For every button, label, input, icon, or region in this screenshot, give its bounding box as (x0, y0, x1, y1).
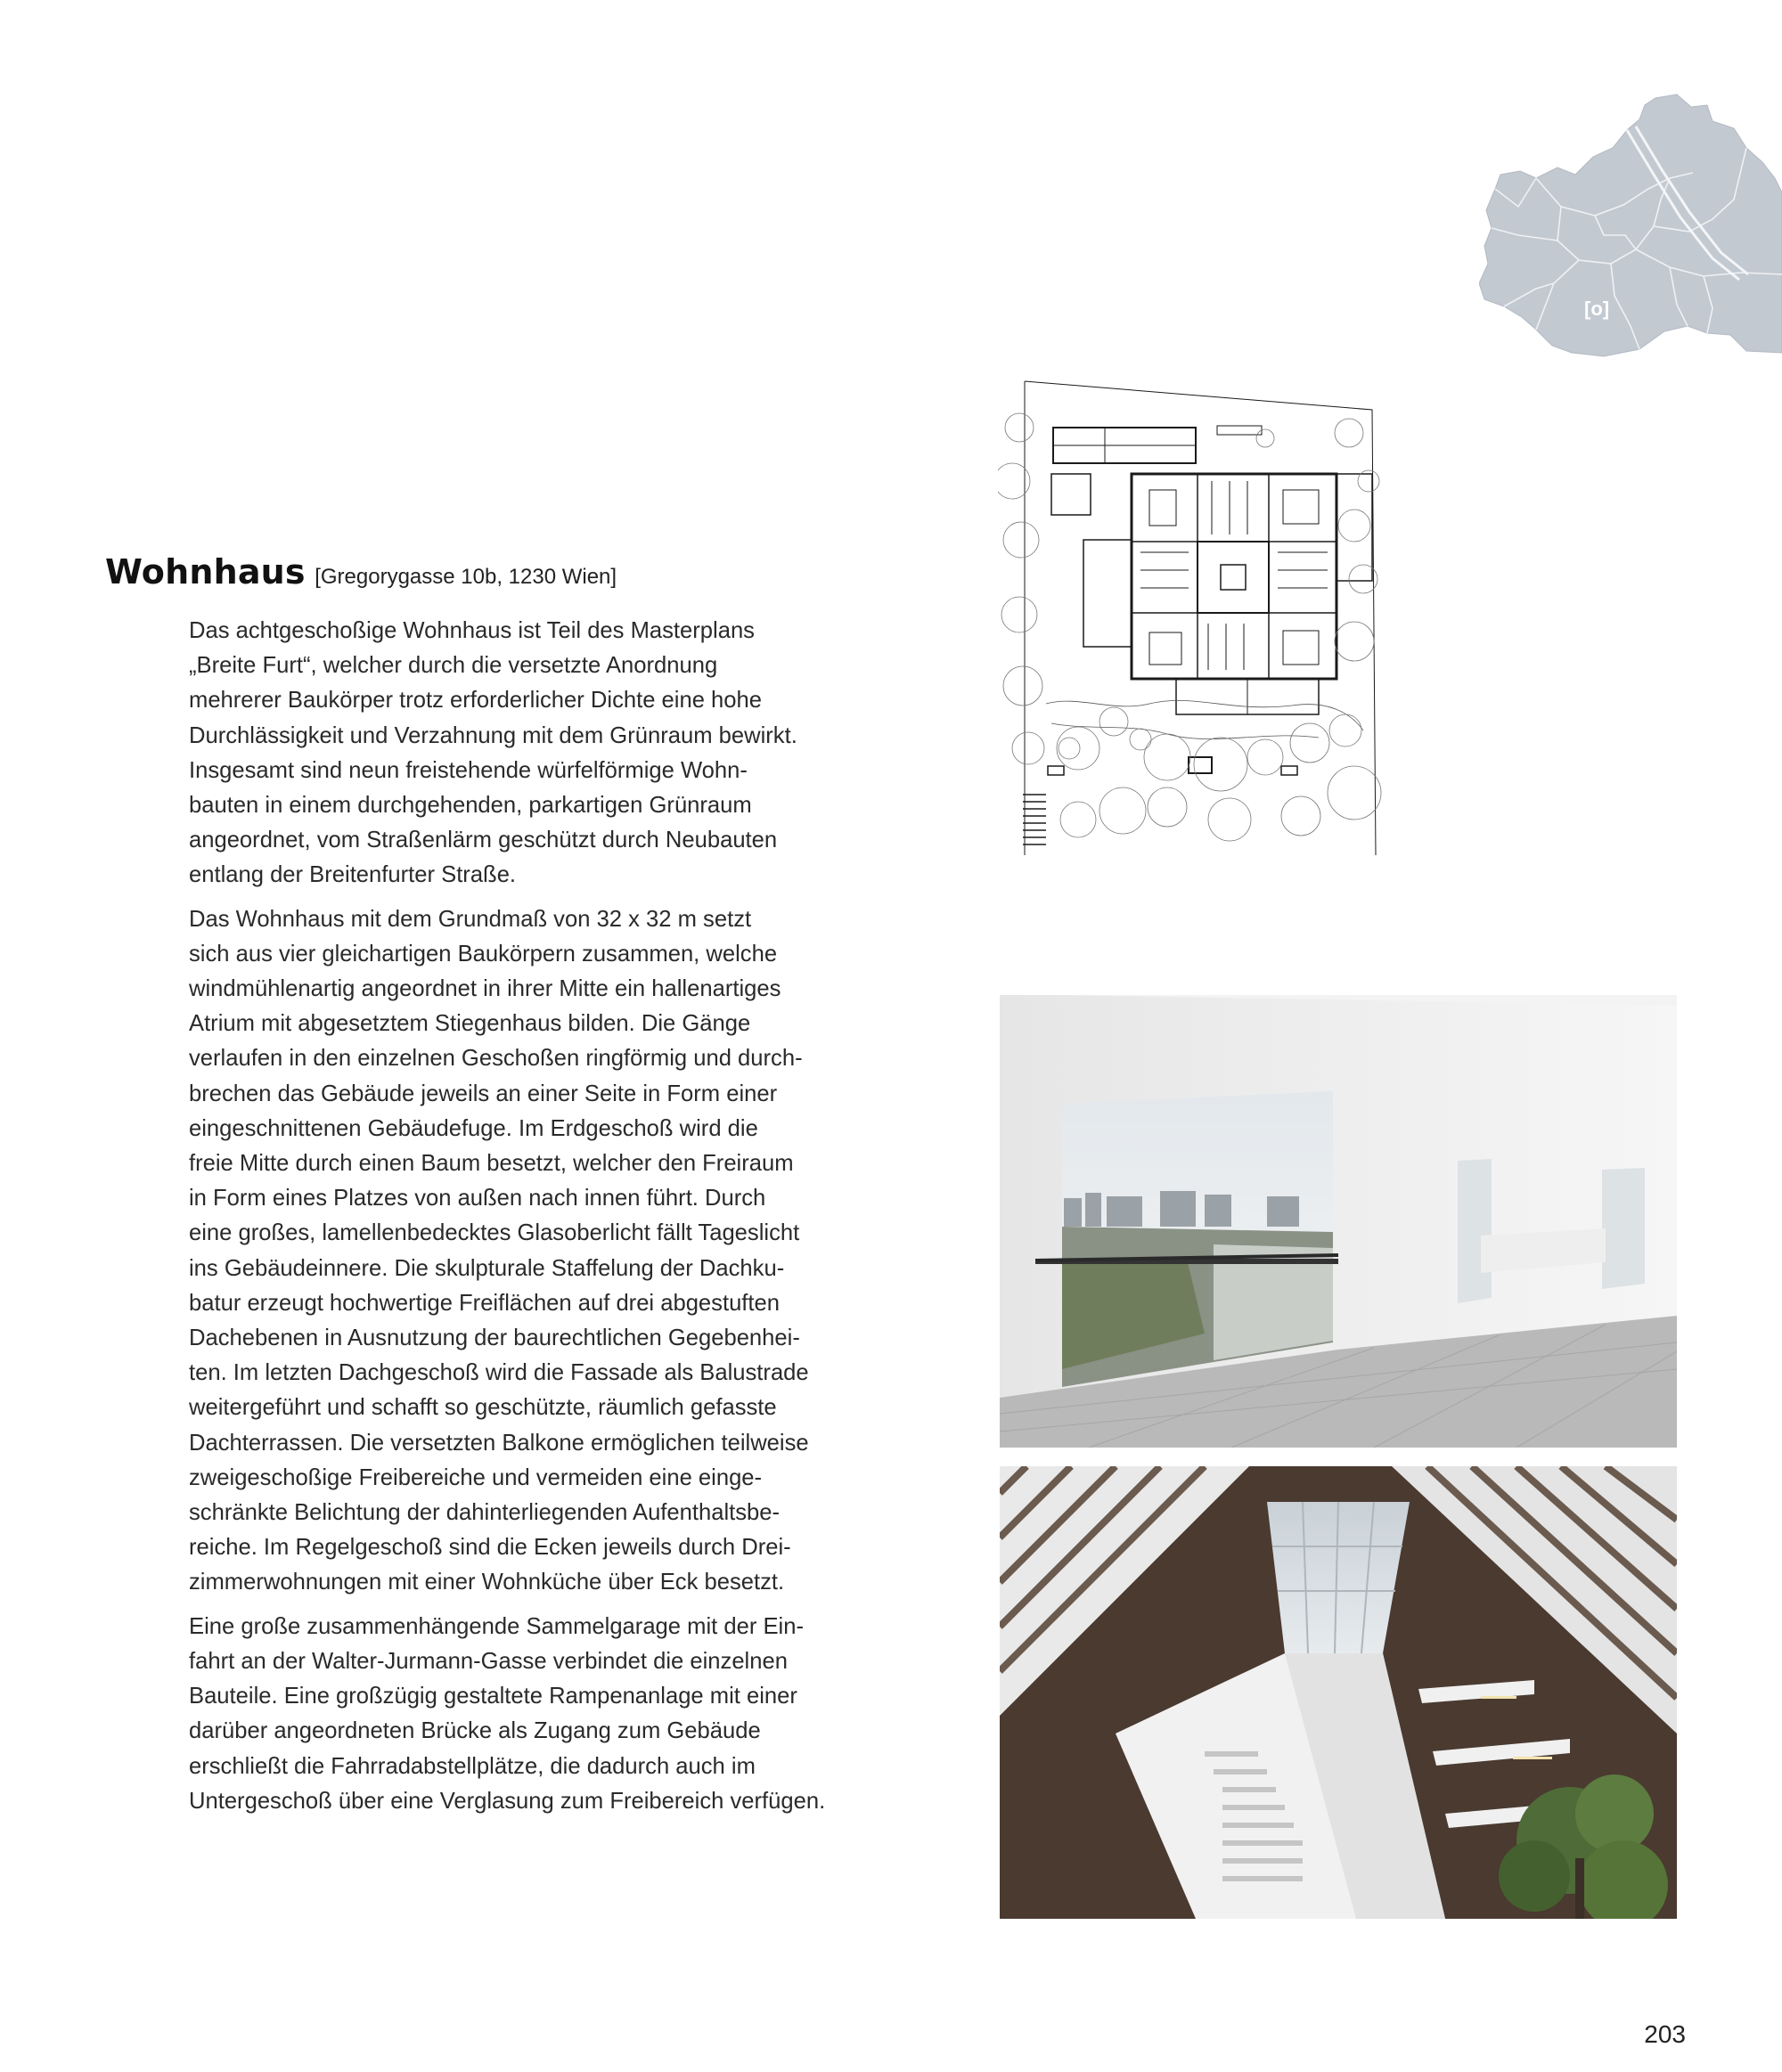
paragraph-3 (189, 1610, 848, 1819)
page-title: Wohnhaus (105, 552, 306, 591)
text-line: Atrium mit abgesetztem Stiegenhaus bilden. Die Gänge (189, 1011, 751, 1037)
text-line: ins Gebäudeinnere. Die skulpturale Staffelung der Dachku- (189, 1255, 785, 1281)
text-line: angeordnet, vom Straßenlärm geschützt durch Neubauten (189, 828, 778, 853)
text-line: sich aus vier gleichartigen Baukörpern zusammen, welche (189, 941, 778, 967)
text-line: Untergeschoß über eine Verglasung zum Freibereich verfügen. (189, 1788, 826, 1814)
title-row (105, 552, 617, 591)
page-number: 203 (1644, 2020, 1686, 2048)
text-line: Eine große zusammenhängende Sammelgarage mit der Ein- (189, 1613, 804, 1639)
text-line: ten. Im letzten Dachgeschoß wird die Fassade als Balustrade (189, 1360, 809, 1386)
text-line: Bauteile. Eine großzügig gestaltete Rampenanlage mit einer (189, 1684, 797, 1709)
text-line: eine großes, lamellenbedecktes Glasoberlicht fällt Tageslicht (189, 1220, 800, 1246)
terrace-photo-graphic (1000, 995, 1677, 1448)
text-line: darüber angeordneten Brücke als Zugang zum Gebäude (189, 1718, 761, 1744)
location-marker: [o] (1584, 298, 1610, 320)
text-line: Insgesamt sind neun freistehende würfelförmige Wohn- (189, 757, 748, 783)
text-line: freie Mitte durch einen Baum besetzt, welcher den Freiraum (189, 1151, 794, 1177)
address: [Gregorygasse 10b, 1230 Wien] (315, 565, 617, 589)
vienna-district-map (1479, 93, 1782, 360)
plan-lines (1023, 381, 1376, 855)
site-plan (998, 374, 1383, 855)
text-line: windmühlenartig angeordnet in ihrer Mitte ein hallenartiges (189, 976, 781, 1002)
text-line: zimmerwohnungen mit einer Wohnküche über Eck besetzt. (189, 1570, 785, 1595)
text-line: verlaufen in den einzelnen Geschoßen ringförmig und durch- (189, 1046, 803, 1072)
text-line: eingeschnittenen Gebäudefuge. Im Erdgeschoß wird die (189, 1115, 758, 1141)
atrium-photo-graphic (1000, 1466, 1677, 1919)
paragraph-2 (189, 902, 848, 1601)
text-line: weitergeführt und schafft so geschützte, räumlich gefasste (189, 1395, 777, 1421)
text-line: reiche. Im Regelgeschoß sind die Ecken jeweils durch Drei- (189, 1535, 791, 1561)
text-line: Dachebenen in Ausnutzung der baurechtlichen Gegebenhei- (189, 1326, 800, 1351)
text-line: in Form eines Platzes von außen nach innen führt. Durch (189, 1186, 766, 1211)
text-line: Das Wohnhaus mit dem Grundmaß von 32 x 32 m setzt (189, 906, 752, 932)
text-line: schränkte Belichtung der dahinterliegenden Aufenthaltsbe- (189, 1500, 781, 1526)
site-plan-drawing (998, 374, 1383, 855)
text-line: fahrt an der Walter-Jurmann-Gasse verbindet die einzelnen (189, 1648, 788, 1674)
text-line: erschließt die Fahrradabstellplätze, die dadurch auch im (189, 1753, 756, 1779)
text-line: Das achtgeschoßige Wohnhaus ist Teil des Masterplans (189, 618, 755, 643)
terrace-photo (1000, 995, 1677, 1448)
text-line: batur erzeugt hochwertige Freiflächen auf drei abgestuften (189, 1290, 781, 1316)
text-line: entlang der Breitenfurter Straße. (189, 862, 517, 888)
text-line: mehrerer Baukörper trotz erforderlicher Dichte eine hohe (189, 688, 762, 714)
paragraph-1 (189, 614, 848, 893)
map-graphic (1479, 93, 1782, 360)
text-line: Durchlässigkeit und Verzahnung mit dem Grünraum bewirkt. (189, 722, 797, 748)
plan-trees (998, 413, 1381, 841)
text-line: Dachterrassen. Die versetzten Balkone ermöglichen teilweise (189, 1430, 809, 1456)
text-line: bauten in einem durchgehenden, parkartigen Grünraum (189, 793, 752, 819)
atrium-photo (1000, 1466, 1677, 1919)
body-text (189, 614, 848, 1828)
text-line: zweigeschoßige Freibereiche und vermeiden eine einge- (189, 1464, 763, 1490)
text-line: brechen das Gebäude jeweils an einer Seite in Form einer (189, 1081, 778, 1106)
text-line: „Breite Furt“, welcher durch die versetzte Anordnung (189, 653, 718, 679)
